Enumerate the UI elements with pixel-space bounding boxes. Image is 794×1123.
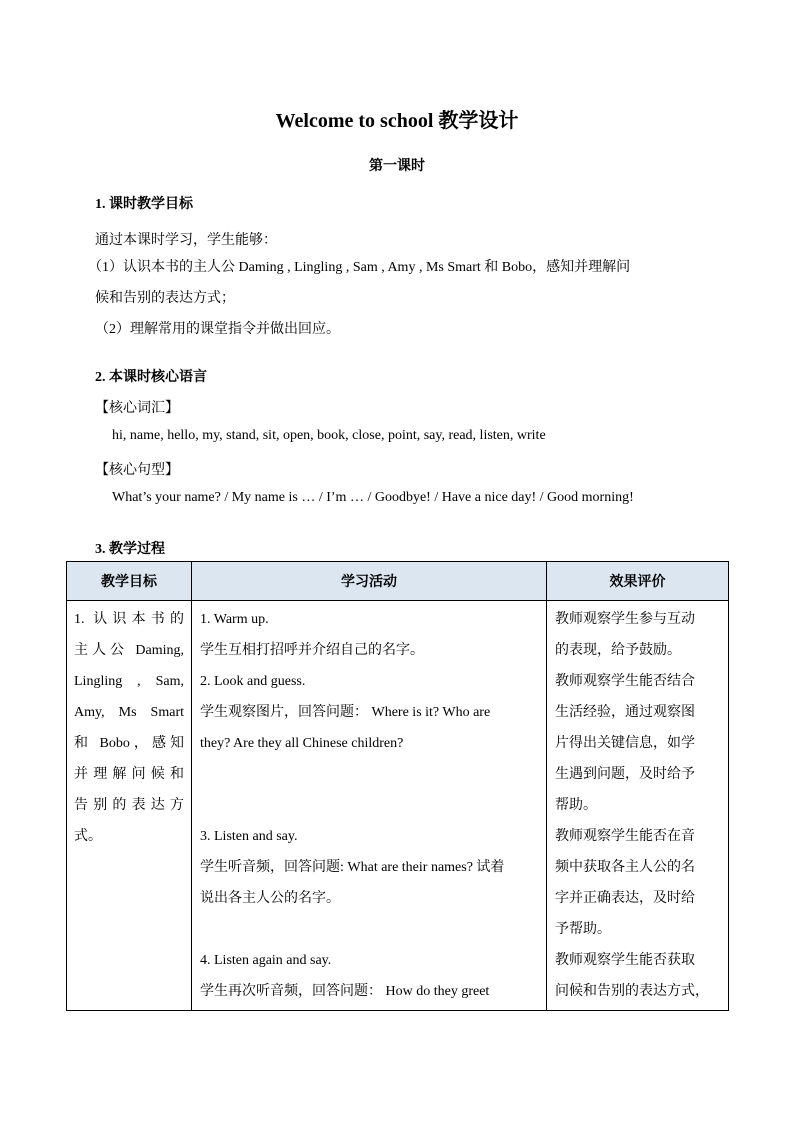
goal-line: Lingling , Sam,	[74, 674, 184, 689]
activity-cell	[192, 601, 547, 1011]
vocab-label: 【核心词汇】	[95, 401, 179, 416]
header-evaluation: 效果评价	[547, 562, 729, 601]
activity-1-text: 学生互相打招呼并介绍自己的名字。	[200, 643, 424, 658]
goal-2: （2）理解常用的课堂指令并做出回应。	[95, 322, 340, 337]
goals-intro: 通过本课时学习，学生能够：	[95, 233, 277, 248]
activity-2-text: 学生观察图片，回答问题： Where is it? Who are	[200, 705, 491, 720]
evaluation-2: 生活经验，通过观察图	[555, 705, 695, 720]
goal-line: 主人公 Daming,	[74, 643, 184, 658]
goal-line: 并理解问候和	[74, 767, 184, 782]
section-3-heading: 3. 教学过程	[95, 542, 165, 557]
lesson-subtitle: 第一课时	[369, 159, 425, 174]
activity-3-title: 3. Listen and say.	[200, 829, 298, 844]
vocab-list: hi, name, hello, my, stand, sit, open, book, close, point, say, read, listen, write	[112, 428, 546, 443]
evaluation-3: 予帮助。	[555, 922, 611, 937]
header-activity: 学习活动	[192, 562, 547, 601]
evaluation-2: 帮助。	[555, 798, 597, 813]
evaluation-1: 教师观察学生参与互动	[555, 612, 695, 627]
activity-4-title: 4. Listen again and say.	[200, 953, 332, 968]
evaluation-2: 教师观察学生能否结合	[555, 674, 695, 689]
evaluation-3: 频中获取各主人公的名	[555, 860, 695, 875]
section-2-heading: 2. 本课时核心语言	[95, 370, 207, 385]
evaluation-3: 字并正确表达，及时给	[555, 891, 695, 906]
goal-line: 1. 认识本书的	[74, 612, 184, 627]
table-row	[67, 601, 729, 1011]
evaluation-4: 问候和告别的表达方式，	[555, 984, 709, 999]
goal-line: 式。	[74, 829, 102, 844]
sentence-list: What’s your name? / My name is … / I’m … / Goodbye! / Have a nice day! / Good morning!	[112, 490, 634, 505]
activity-2-title: 2. Look and guess.	[200, 674, 306, 689]
activity-2-text: they? Are they all Chinese children?	[200, 736, 404, 751]
evaluation-2: 生遇到问题，及时给予	[555, 767, 695, 782]
goal-line: 告别的表达方	[74, 798, 184, 813]
goal-cell	[67, 601, 192, 1011]
goal-1-line-1: （1）认识本书的主人公 Daming , Lingling , Sam , Amy , Ms Smart 和 Bobo，感知并理解问	[88, 260, 631, 275]
goal-line: Amy, Ms Smart	[74, 705, 184, 720]
activity-3-text: 说出各主人公的名字。	[200, 891, 340, 906]
goal-line: 和 Bobo，感知	[74, 736, 184, 751]
sentence-label: 【核心句型】	[95, 463, 179, 478]
section-1-heading: 1. 课时教学目标	[95, 197, 193, 212]
goal-1-line-2: 候和告别的表达方式；	[95, 291, 235, 306]
activity-4-text: 学生再次听音频，回答问题： How do they greet	[200, 984, 490, 999]
activity-3-text: 学生听音频，回答问题: What are their names? 试着	[200, 860, 505, 875]
document-title: Welcome to school 教学设计	[275, 110, 519, 132]
table-header-row	[67, 562, 729, 601]
evaluation-1: 的表现，给予鼓励。	[555, 643, 681, 658]
evaluation-2: 片得出关键信息，如学	[555, 736, 695, 751]
teaching-process-table	[66, 561, 729, 1011]
evaluation-cell	[547, 601, 729, 1011]
evaluation-3: 教师观察学生能否在音	[555, 829, 695, 844]
activity-1-title: 1. Warm up.	[200, 612, 269, 627]
header-goal: 教学目标	[67, 562, 192, 601]
evaluation-4: 教师观察学生能否获取	[555, 953, 695, 968]
